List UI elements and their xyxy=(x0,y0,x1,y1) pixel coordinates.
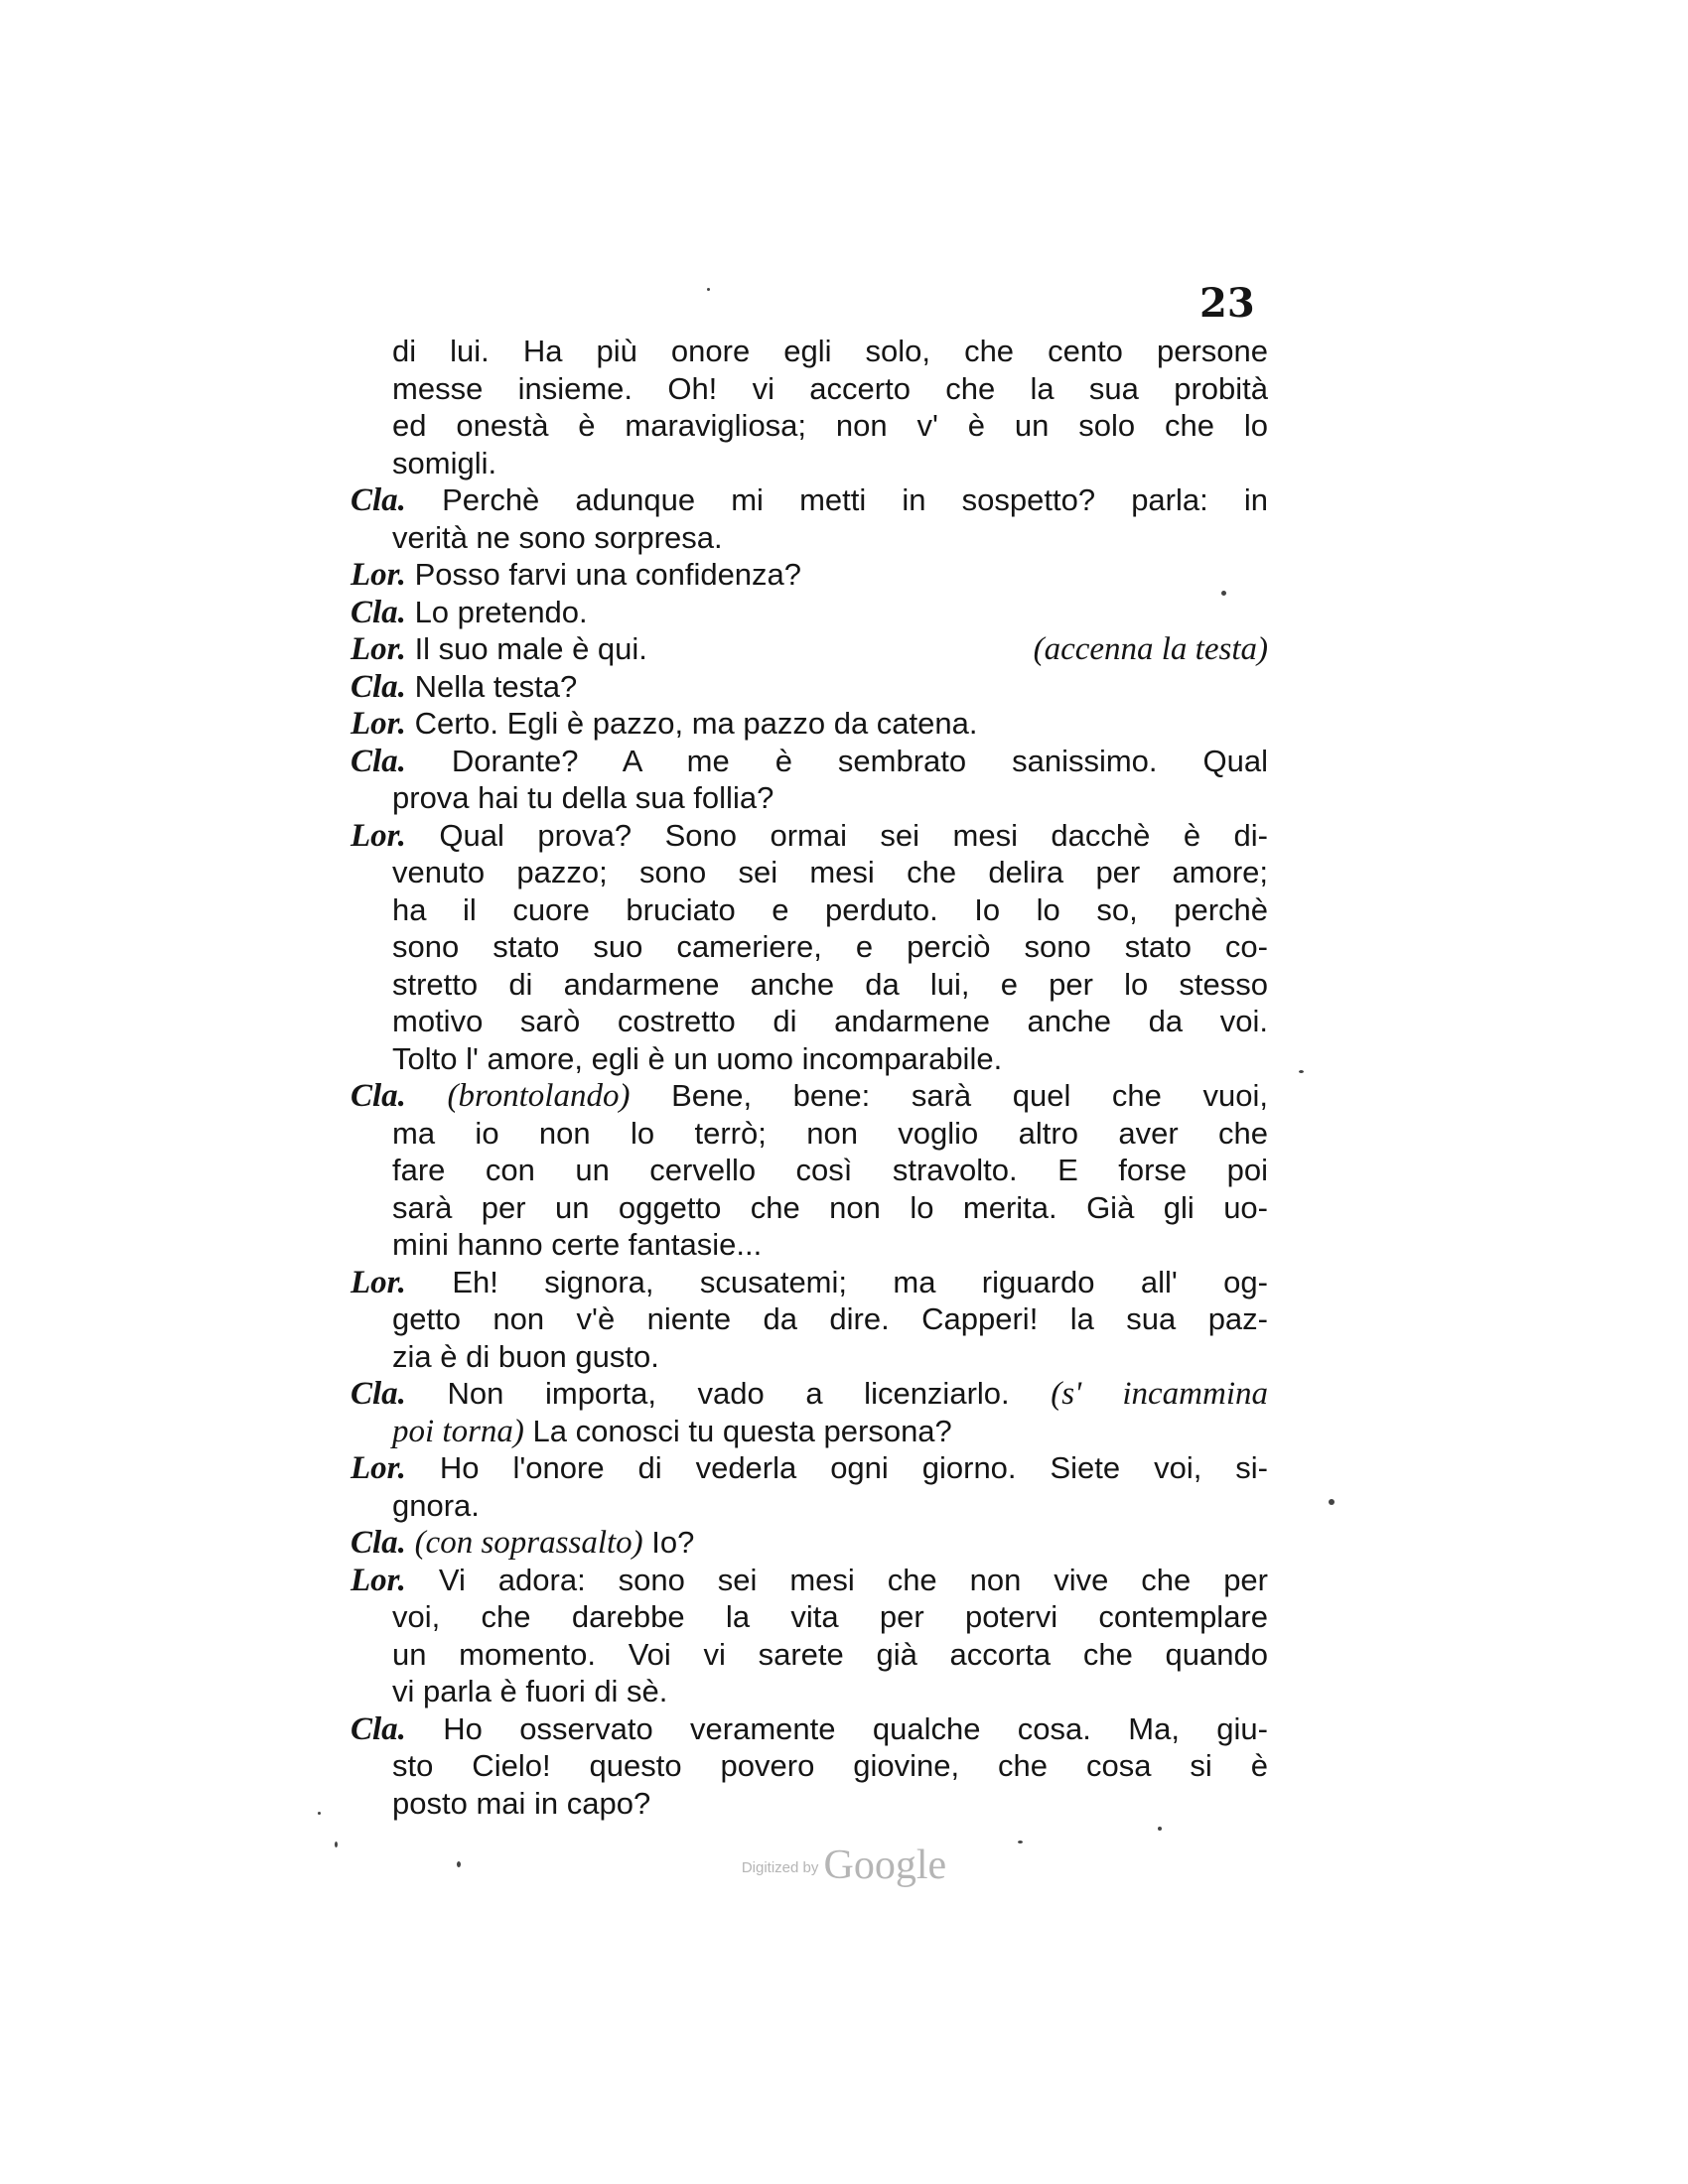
stage-direction: poi torna) xyxy=(392,1413,524,1449)
dialogue-text-span: Eh! signora, scusatemi; ma riguardo all' og- xyxy=(452,1264,1268,1299)
continuation-line xyxy=(392,1301,1268,1337)
speaker-line xyxy=(351,1078,1268,1114)
dialogue-text-span: Perchè adunque mi metti in sospetto? parla: in xyxy=(442,482,1268,517)
dialogue-text-span: motivo sarò costretto di andarmene anche da voi. xyxy=(392,1004,1268,1038)
dialogue-text-span: posto mai in capo? xyxy=(392,1785,651,1821)
stage-direction: (s' incammina xyxy=(1051,1376,1268,1412)
speaker-name: Cla. xyxy=(351,594,406,630)
dialogue-text-span: voi, che darebbe la vita per potervi contemplare xyxy=(392,1599,1268,1634)
page-number: 23 xyxy=(1199,280,1255,327)
dialogue-text-span: Vi adora: sono sei mesi che non vive che per xyxy=(438,1562,1268,1597)
dialogue-text-span: mini hanno certe fantasie... xyxy=(392,1227,763,1262)
speaker-name: Cla. xyxy=(351,668,406,705)
dialogue-text-span: fare con un cervello così stravolto. E forse poi xyxy=(392,1153,1268,1187)
dialogue-text-span: sarà per un oggetto che non lo merita. Già gli uo- xyxy=(392,1189,1268,1225)
speaker-line xyxy=(351,669,1268,705)
dialogue-text-span: Certo. Egli è pazzo, ma pazzo da catena. xyxy=(414,706,978,741)
scan-speck xyxy=(335,1842,338,1847)
google-logo-text: Google xyxy=(823,1843,947,1888)
continuation-line xyxy=(392,1414,1268,1449)
dialogue-text-span: Tolto l' amore, egli è un uomo incomparabile. xyxy=(392,1040,1003,1076)
dialogue-text-span: Dorante? A me è sembrato sanissimo. Qual xyxy=(451,743,1268,778)
speaker-name: Cla. xyxy=(351,1078,406,1114)
speaker-name: Lor. xyxy=(351,1450,406,1486)
dialogue-text-span: Bene, bene: sarà quel che vuoi, xyxy=(671,1078,1268,1113)
speaker-line xyxy=(351,1563,1268,1598)
continuation-line xyxy=(392,1637,1268,1673)
continuation-line xyxy=(392,1190,1268,1226)
dialogue-text-span: Posso farvi una confidenza? xyxy=(414,557,802,592)
dialogue-text-span: Il suo male è qui. xyxy=(414,631,647,666)
continuation-line xyxy=(392,892,1268,928)
speaker-line xyxy=(351,744,1268,779)
speaker-name: Lor. xyxy=(351,1562,406,1598)
speaker-line xyxy=(351,706,1268,742)
digitized-by-google-watermark xyxy=(0,1842,1688,1889)
dialogue-text-span: ha il cuore bruciato e perduto. Io lo so, perchè xyxy=(392,891,1268,927)
dialogue-text-span: prova hai tu della sua follia? xyxy=(392,780,774,815)
continuation-line xyxy=(392,371,1268,407)
dialogue-text-span: Non importa, vado a licenziarlo. xyxy=(447,1376,1010,1411)
dialogue-text-span: Nella testa? xyxy=(414,668,578,704)
continuation-line xyxy=(392,1227,1268,1263)
speaker-name: Lor. xyxy=(351,706,406,742)
dialogue-text-span: Qual prova? Sono ormai sei mesi dacchè è di- xyxy=(439,817,1268,853)
speaker-line xyxy=(351,818,1268,854)
continuation-line xyxy=(392,1748,1268,1784)
speaker-line xyxy=(351,1265,1268,1300)
scan-speck xyxy=(1299,1070,1304,1073)
continuation-line xyxy=(392,780,1268,816)
dialogue-text-span: di lui. Ha più onore egli solo, che cento persone xyxy=(392,334,1268,368)
continuation-line xyxy=(392,1116,1268,1152)
speaker-name: Cla. xyxy=(351,1710,406,1747)
speaker-name: Lor. xyxy=(351,1264,406,1300)
dialogue-text-span: sto Cielo! questo povero giovine, che cosa si è xyxy=(392,1748,1268,1783)
scan-speck xyxy=(318,1812,321,1815)
continuation-line xyxy=(392,334,1268,369)
speaker-line xyxy=(351,595,1268,630)
continuation-line xyxy=(392,446,1268,481)
continuation-line xyxy=(392,1599,1268,1635)
scan-speck xyxy=(707,288,710,291)
continuation-line xyxy=(392,855,1268,890)
speaker-name: Cla. xyxy=(351,743,406,779)
speaker-line xyxy=(351,1376,1268,1412)
digitized-label: Digitized by xyxy=(741,1859,819,1876)
continuation-line xyxy=(392,1786,1268,1822)
dialogue-text-span: messe insieme. Oh! vi accerto che la sua probità xyxy=(392,370,1268,406)
dialogue-text-span: gnora. xyxy=(392,1487,480,1523)
continuation-line xyxy=(392,929,1268,965)
speaker-name: Cla. xyxy=(351,1376,406,1412)
dialogue-text-span: getto non v'è niente da dire. Capperi! la sua paz- xyxy=(392,1301,1268,1336)
continuation-line xyxy=(392,1153,1268,1188)
dialogue-text-span: sono stato suo cameriere, e perciò sono stato co- xyxy=(392,929,1268,964)
continuation-line xyxy=(392,1004,1268,1039)
speaker-name: Lor. xyxy=(351,557,406,593)
continuation-line xyxy=(392,520,1268,556)
scan-speck xyxy=(1018,1841,1023,1843)
dialogue-text-span: Io? xyxy=(651,1525,695,1560)
dialogue-text-span: ma io non lo terrò; non voglio altro aver che xyxy=(392,1115,1268,1151)
continuation-line xyxy=(392,967,1268,1003)
dialogue-text-span: La conosci tu questa persona? xyxy=(532,1413,952,1448)
speaker-line xyxy=(351,482,1268,518)
dialogue-text-span: somigli. xyxy=(392,445,497,480)
dialogue-text-span: venuto pazzo; sono sei mesi che delira per amore; xyxy=(392,855,1268,889)
speaker-name: Lor. xyxy=(351,817,406,854)
continuation-line xyxy=(392,408,1268,444)
speaker-line xyxy=(351,1711,1268,1747)
scan-speck xyxy=(457,1861,461,1867)
dialogue-text-span: un momento. Voi vi sarete già accorta che quando xyxy=(392,1636,1268,1672)
stage-direction: (brontolando) xyxy=(447,1078,631,1114)
speaker-name: Lor. xyxy=(351,631,406,667)
continuation-line xyxy=(392,1339,1268,1375)
dialogue-text-span: zia è di buon gusto. xyxy=(392,1338,659,1374)
speaker-name: Cla. xyxy=(351,1525,406,1561)
dialogue-text-span: stretto di andarmene anche da lui, e per lo stesso xyxy=(392,966,1268,1002)
dialogue-text-span: ed onestà è maravigliosa; non v' è un solo che lo xyxy=(392,408,1268,443)
scan-speck xyxy=(1329,1499,1335,1505)
scan-speck xyxy=(1158,1827,1162,1831)
speaker-line xyxy=(351,631,1268,667)
continuation-line xyxy=(392,1488,1268,1524)
dialogue-text-span: Ho l'onore di vederla ogni giorno. Siete voi, si- xyxy=(439,1450,1268,1485)
dialogue-text-span: Lo pretendo. xyxy=(414,594,588,629)
dialogue-text-span: vi parla è fuori di sè. xyxy=(392,1674,668,1708)
speaker-name: Cla. xyxy=(351,482,406,518)
stage-direction: (accenna la testa) xyxy=(1033,631,1268,667)
dialogue-text-span: Ho osservato veramente qualche cosa. Ma, giu- xyxy=(443,1710,1268,1746)
speaker-line xyxy=(351,1525,1268,1561)
continuation-line xyxy=(392,1674,1268,1709)
speaker-line xyxy=(351,1450,1268,1486)
scan-speck xyxy=(1221,591,1226,596)
dialogue-text-span: verità ne sono sorpresa. xyxy=(392,519,723,555)
speaker-line xyxy=(351,557,1268,593)
stage-direction: (con soprassalto) xyxy=(414,1525,643,1561)
continuation-line xyxy=(392,1041,1268,1077)
